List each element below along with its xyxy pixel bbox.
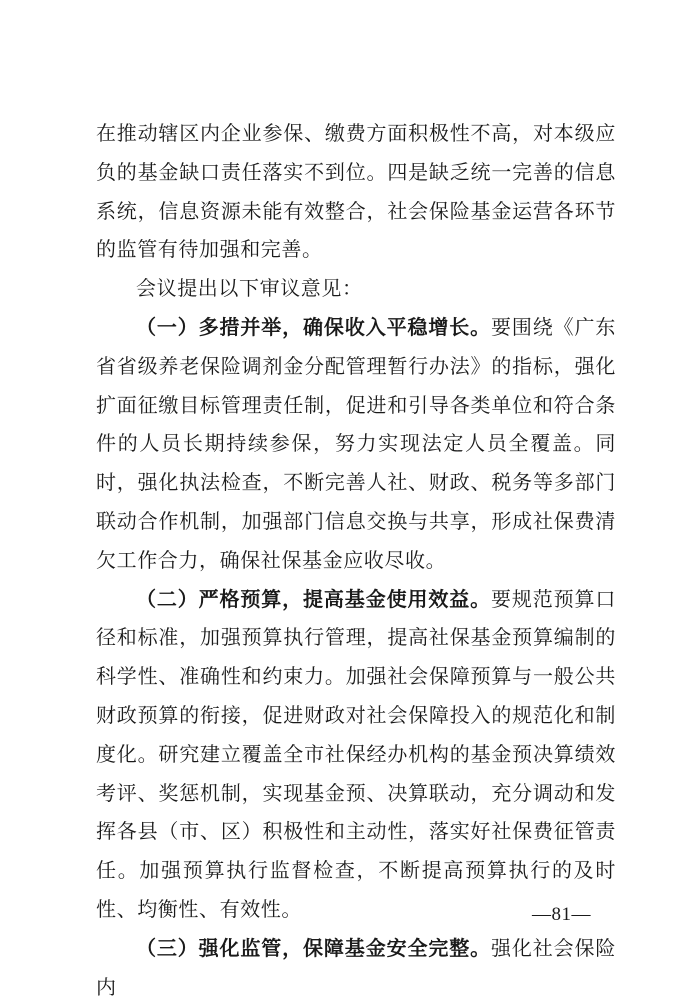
- body-text: [96, 114, 616, 1006]
- section-1-paragraph: [96, 308, 616, 580]
- section-1-body: 要围绕《广东省省级养老保险调剂金分配管理暂行办法》的指标，强化扩面征缴目标管理责任制，促进和引导各类单位和符合条件的人员长期持续参保，努力实现法定人员全覆盖。同时，强化执法检查，不断完善人社、财政、税务等多部门联动合作机制，加强部门信息交换与共享，形成社保费清欠工作合力，确保社保基金应收尽收。: [96, 314, 616, 572]
- section-3-paragraph: [96, 929, 616, 1006]
- section-3-body: 强化社会保险内: [96, 935, 616, 999]
- page-number: —81—: [532, 904, 591, 925]
- continuation-paragraph: 在推动辖区内企业参保、缴费方面积极性不高，对本级应负的基金缺口责任落实不到位。四是缺乏统一完善的信息系统，信息资源未能有效整合，社会保险基金运营各环节的监管有待加强和完善。: [96, 121, 616, 262]
- section-2-body: 要规范预算口径和标准，加强预算执行管理，提高社保基金预算编制的科学性、准确性和约束力。加强社会保障预算与一般公共财政预算的衔接，促进财政对社会保障投入的规范化和制度化。研究建立覆盖全市社保经办机构的基金预决算绩效考评、奖惩机制，实现基金预、决算联动，充分调动和发挥各县（市、区）积极性和主动性，落实好社保费征管责任。加强预算执行监督检查，不断提高预算执行的及时性、均衡性、有效性。: [96, 586, 616, 921]
- section-2-paragraph: [96, 580, 616, 929]
- section-1-heading: （一）多措并举，确保收入平稳增长。: [136, 314, 491, 339]
- intro-paragraph: 会议提出以下审议意见：: [136, 276, 363, 301]
- section-2-heading: （二）严格预算，提高基金使用效益。: [136, 586, 491, 611]
- section-3-heading: （三）强化监管，保障基金安全完整。: [136, 935, 491, 960]
